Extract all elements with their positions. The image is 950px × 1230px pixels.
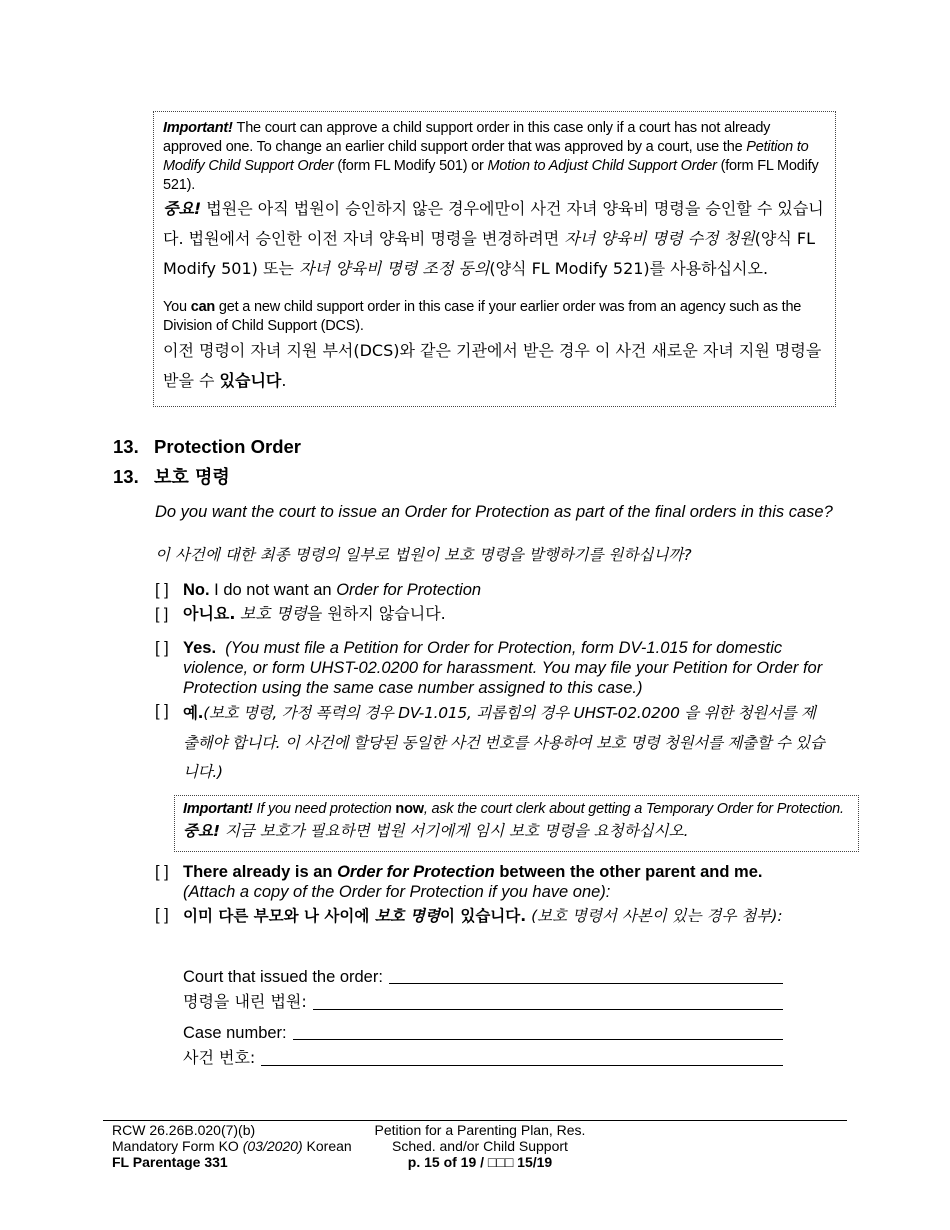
footer-mandatory-text: Mandatory Form KO: [112, 1138, 243, 1154]
already-text-ko: 이 있습니다.: [439, 907, 527, 925]
yes-label: Yes.: [183, 639, 217, 657]
case-label: Case number:: [183, 1024, 287, 1042]
no-label: No.: [183, 581, 210, 599]
section-13-heading-ko: [113, 463, 230, 489]
already-text: between the other parent and me.: [494, 863, 763, 881]
option-no[interactable]: [155, 580, 835, 600]
section-number: 13.: [113, 436, 139, 457]
important-text: , ask the court clerk about getting a Temporary Order for Protection.: [423, 801, 844, 817]
protection-important-ko: [183, 818, 850, 844]
case-field-row-ko: [183, 1047, 783, 1069]
yes-label-ko: 예.: [183, 704, 204, 722]
no-text: I do not want an: [209, 581, 337, 599]
already-order-name: Order for Protection: [337, 863, 495, 881]
can-text: You: [163, 299, 191, 315]
section-title-ko: 보호 명령: [154, 467, 230, 488]
court-field-row-ko: [183, 991, 783, 1013]
important-text: If you need protection: [252, 801, 396, 817]
petition-modify-name: Petition to Modify Child Support Order: [163, 139, 809, 174]
no-text-ko-italic: 보호 명령: [239, 604, 307, 623]
motion-adjust-name: Motion to Adjust Child Support Order: [487, 158, 717, 174]
option-yes-ko[interactable]: [155, 699, 835, 788]
can-bold: can: [190, 299, 216, 315]
can-text-ko: 이전 명령이 자녀 지원 부서(DCS)와 같은 기관에서 받은 경우 이 사건 새로운 자녀 지원 명령을 받을 수: [163, 341, 822, 390]
important-text-ko: 지금 보호가 필요하면 법원 서기에게 임시 보호 명령을 요청하십시오.: [220, 822, 689, 840]
petition-modify-name-ko: 자녀 양육비 명령 수정 청원: [564, 229, 755, 248]
question-en: Do you want the court to issue an Order for Protection as part of the final orders in this case?: [155, 503, 833, 521]
can-notice-ko: [163, 336, 827, 396]
important-notice-box: [153, 111, 836, 407]
already-text-ko: 이미 다른 부모와 나 사이에: [183, 907, 375, 925]
footer-title-1: Petition for a Parenting Plan, Res.: [374, 1122, 586, 1138]
already-content-ko: [155, 902, 803, 932]
checkbox[interactable]: [ ]: [155, 606, 169, 623]
court-input-line-ko[interactable]: [313, 1009, 783, 1010]
footer-date: (03/2020): [242, 1138, 303, 1154]
footer-page: p. 15 of 19 / □□□ 15/19: [407, 1154, 553, 1170]
yes-text: (You must file a Petition for Order for Protection, form DV-1.015 for domestic violence, or form UHST-02.0200 for harassment. You may file your Petition for Order for Protection using the same case number assigned to this case.): [183, 639, 823, 697]
already-order-name-ko: 보호 명령: [374, 907, 440, 925]
can-text: get a new child support order in this case if your earlier order was from an agency such as the Division of Child Support (DCS).: [163, 299, 802, 334]
important-text-ko: (양식 FL Modify 521)를 사용하십시오.: [489, 259, 769, 278]
important-label-ko: 중요!: [163, 199, 202, 218]
important-text: (form FL Modify 501) or: [333, 158, 488, 174]
option-yes[interactable]: [155, 638, 835, 698]
yes-content-ko: [155, 699, 829, 788]
now-bold: now: [395, 801, 424, 817]
section-title: Protection Order: [154, 436, 301, 457]
question-ko: 이 사건에 대한 최종 명령의 일부로 법원이 보호 명령을 발행하기를 원하십니까?: [155, 546, 692, 564]
case-field-row: [183, 1023, 783, 1043]
important-text-ko: 법원은 아직 법원이 승인하지 않은 경우에만이 사건 자녀 양육비 명령을 승인할 수 있습니다. 법원에서 승인한 이전 자녀 양육비 명령을 변경하려면: [163, 199, 824, 248]
important-notice-en: [163, 119, 827, 195]
protection-important-box: [174, 795, 859, 852]
already-note-ko: (보호 명령서 사본이 있는 경우 첨부):: [526, 907, 783, 925]
option-already-ko[interactable]: [155, 902, 835, 932]
case-input-line[interactable]: [293, 1039, 783, 1040]
no-label-ko: 아니요.: [183, 604, 236, 623]
checkbox[interactable]: [ ]: [155, 863, 169, 881]
important-notice-ko: [163, 194, 827, 284]
court-label-ko: 명령을 내린 법원:: [183, 992, 307, 1011]
footer-rcw: RCW 26.26B.020(7)(b): [112, 1122, 256, 1138]
case-input-line-ko[interactable]: [261, 1065, 783, 1066]
section-number: 13.: [113, 466, 139, 487]
important-text-ko: (양식 FL Modify 501) 또는: [163, 229, 815, 278]
important-label-ko: 중요!: [183, 822, 221, 840]
option-no-ko[interactable]: [155, 603, 835, 626]
important-text: (form FL Modify 521).: [163, 158, 819, 193]
footer-mandatory: [112, 1138, 372, 1154]
checkbox[interactable]: [ ]: [155, 581, 169, 599]
already-content: [155, 862, 835, 902]
important-label: Important!: [183, 801, 253, 817]
protection-important-en: [183, 800, 850, 818]
checkbox[interactable]: [ ]: [155, 639, 169, 657]
important-label: Important!: [163, 120, 233, 136]
case-label-ko: 사건 번호:: [183, 1048, 256, 1067]
footer-title-2: Sched. and/or Child Support: [392, 1138, 568, 1154]
no-text-italic: Order for Protection: [336, 581, 482, 599]
no-text-ko: 을 원하지 않습니다.: [306, 604, 446, 623]
footer-left: [112, 1122, 372, 1170]
court-label: Court that issued the order:: [183, 968, 383, 986]
court-field-row: [183, 967, 783, 987]
checkbox[interactable]: [ ]: [155, 906, 169, 924]
court-input-line[interactable]: [389, 983, 783, 984]
footer-center: [360, 1122, 600, 1170]
important-text: The court can approve a child support order in this case only if a court has not already approved one. To change an earlier child support order that was approved by a court, use the: [163, 120, 771, 155]
motion-adjust-name-ko: 자녀 양육비 명령 조정 동의: [298, 259, 490, 278]
already-text: There already is an: [183, 863, 338, 881]
footer-form-id: FL Parentage 331: [112, 1154, 228, 1170]
checkbox[interactable]: [ ]: [155, 702, 169, 720]
option-already[interactable]: [155, 862, 835, 902]
yes-text-ko: (보호 명령, 가정 폭력의 경우 DV-1.015, 괴롭힘의 경우 UHST-02.0200 을 위한 청원서를 제출해야 합니다. 이 사건에 할당된 동일한 사건 번호를 사용하여 보호 명령 청원서를 제출할 수 있습니다.): [183, 704, 825, 781]
footer-rule: [103, 1120, 847, 1121]
can-text-ko: .: [281, 371, 287, 390]
already-note: (Attach a copy of the Order for Protection if you have one):: [183, 883, 611, 901]
section-13-heading-en: [113, 436, 301, 458]
can-bold-ko: 있습니다: [219, 371, 282, 390]
yes-content: [155, 638, 835, 698]
can-notice-en: [163, 298, 827, 336]
footer-mandatory-text: Korean: [302, 1138, 352, 1154]
